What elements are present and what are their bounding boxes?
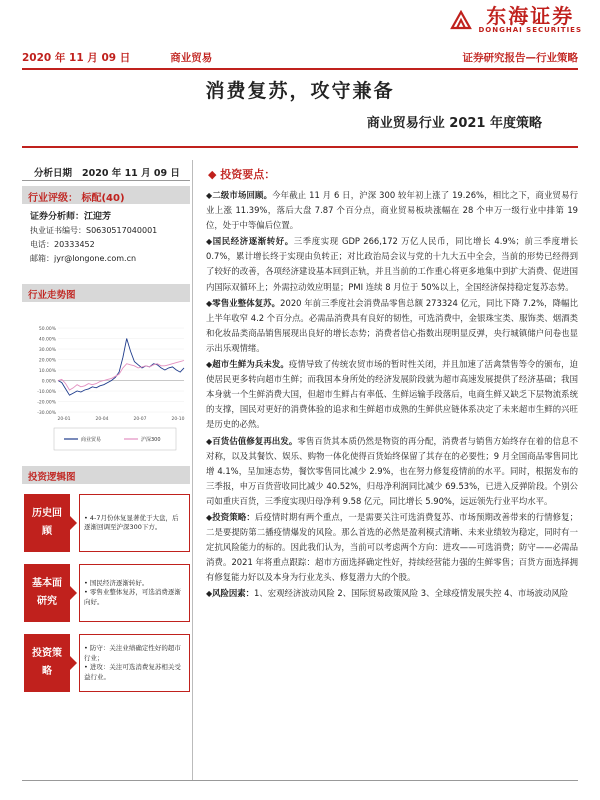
legend-label: 商业贸易 — [81, 437, 102, 443]
logic-row-history — [24, 494, 190, 552]
logo-en: DONGHAI SECURITIES — [478, 26, 582, 34]
arrow-right-icon — [70, 586, 77, 600]
header-sector: 商业贸易 — [170, 52, 213, 64]
logic-item: • 国民经济逐渐转好。 — [84, 579, 185, 589]
logic-item: • 进攻：关注可选消费复苏相关受益行业。 — [84, 663, 185, 682]
diamond-icon: ◆ — [206, 298, 213, 308]
paragraph — [206, 234, 578, 294]
arrow-right-icon — [70, 516, 77, 530]
paragraph-lead: 超市生鲜为兵未发。 — [212, 359, 289, 370]
logic-text — [79, 634, 190, 692]
paragraph-lead: 投资策略： — [212, 511, 255, 522]
paragraph-text: 零售百货其本质仍然是物资的再分配，消费者与销售方始终存在着的信息不对称，以及其餐饮、娱乐、购物一体化使得百货始终保留了其存在的必要性；9 月全国商品零售同比增 4.1%，呈加速态势，餐饮零售同比减少 2.9%，也在努力修复疫情前的水平。同时，根据发布的三季报，申万百货营收同比减少 40.52%，归母净利润同比减少 69.53%，已进入反弹阶段。个别公司如重庆百货，三季度实现归母净利 9.58 亿元，同比增长 5.90%，远远领先行业平均水平。 — [206, 435, 579, 506]
report-title: 消费复苏，攻守兼备 — [205, 80, 395, 102]
analysis-date-label: 分析日期 — [34, 168, 73, 179]
y-tick-label: 0.00% — [41, 379, 56, 385]
analyst-cert: 执业证书编号：S0630517040001 — [30, 226, 158, 235]
logo-mark-icon — [450, 10, 472, 30]
paragraph-text: 今年截止 11 月 6 日，沪深 300 较年初上涨了 19.26%，相比之下，商业贸易行业上涨 11.39%，落后大盘 7.87 个百分点，商业贸易板块涨幅在 28 个申万一级行业中排第 19 位，处于中等偏后位置。 — [206, 190, 578, 231]
y-tick-label: 40.00% — [38, 337, 56, 343]
trend-section-title: 行业走势图 — [22, 284, 190, 302]
logo-cn: 东海证券 — [486, 4, 575, 28]
header-divider — [22, 68, 578, 70]
analysis-date — [34, 165, 180, 179]
logic-item: • 4-7月份休复显著优于大盘，后逐渐回调至沪深300下方。 — [84, 514, 185, 533]
y-tick-label: 10.00% — [38, 369, 56, 374]
y-tick-label: 20.00% — [38, 358, 56, 364]
footer-rule — [22, 780, 578, 781]
paragraph-lead: 二级市场回顾。 — [212, 190, 273, 200]
diamond-icon: ◆ — [208, 168, 221, 181]
points-heading — [208, 166, 275, 182]
y-tick-label: -10.00% — [37, 390, 56, 395]
points-heading-text: 投资要点： — [220, 168, 276, 181]
paragraph-text: 1、宏观经济波动风险 2、国际贸易政策风险 3、全球疫情发展失控 4、市场波动风险 — [254, 588, 569, 599]
paragraph — [206, 296, 578, 356]
analyst-name: 证券分析师：江迎芳 — [30, 212, 112, 222]
logic-row-strategy — [24, 634, 190, 692]
title-divider — [22, 146, 578, 148]
analyst-phone: 电话：20333452 — [30, 240, 95, 249]
paragraph-text: 后疫情时期有两个重点，一是需要关注可选消费复苏、市场预期改善带来的行情修复；二是要提防第二播疫情爆发的风险。那么首选的必然是盈利模式清晰、未来业绩较为稳定，同时有一定抗风险能力的标的。因此我们认为，当前可以考虑两个方向：进攻——可选消费；防守——必需品消费。2021 年将重点跟踪：超市方面选择确定性好，持续经营能力强的生鲜零售；百货方面选择拥有修复能力好以及本身为行业龙头、修复潜力大的个股。 — [206, 511, 579, 583]
diamond-icon: ◆ — [206, 436, 213, 446]
logic-item: • 零售业整体复苏，可选消费逐渐向好。 — [84, 588, 185, 607]
y-tick-label: 30.00% — [38, 348, 56, 353]
arrow-right-icon — [70, 656, 77, 670]
y-tick-label: -20.00% — [37, 400, 56, 406]
company-logo — [450, 6, 582, 34]
paragraph — [206, 188, 578, 233]
logic-label: 投资策略 — [24, 634, 70, 692]
report-subtitle: 商业贸易行业 2021 年度策略 — [366, 116, 542, 131]
analyst-info — [30, 210, 157, 266]
logic-label: 历史回顾 — [24, 494, 70, 552]
paragraph — [206, 586, 578, 601]
paragraph — [206, 434, 578, 509]
diamond-icon: ◆ — [206, 360, 213, 370]
header-report-type: 证券研究报告—行业策略 — [462, 52, 578, 64]
diamond-icon: ◆ — [206, 512, 213, 522]
x-tick-label: 20-10 — [171, 417, 185, 422]
paragraph-text: 疫情导致了传统农贸市场的暂时性关闭，并且加速了活禽禁售等令的颁布，迫使居民更多转向超市生鲜；而我国本身所处的经济发展阶段就为超市高速发展提供了经济基础；我国本身就一个生鲜消费大国，但超市生鲜占有率低、生鲜运输手段落后，电商生鲜又缺乏下层物流系统的支撑，国民对更好的消费体验的追求和生鲜超市成熟的生鲜供应链体系决定了未来超市生鲜的兴旺是历史的必然。 — [206, 359, 579, 430]
diamond-icon: ◆ — [206, 237, 213, 247]
logic-item: • 防守：关注业绩确定性好的超市行业； — [84, 644, 185, 663]
rating-bar: 行业评级： 标配(40) — [22, 186, 190, 204]
paragraph-lead: 零售业整体复苏。 — [212, 297, 281, 308]
paragraph-lead: 百货估值修复再出发。 — [212, 435, 298, 446]
x-tick-label: 20-07 — [133, 417, 147, 422]
logic-row-fundamentals — [24, 564, 190, 622]
paragraph-lead: 国民经济逐渐转好。 — [212, 236, 294, 247]
logic-label: 基本面研究 — [24, 564, 70, 622]
paragraph-text: 2020 年前三季度社会消费品零售总额 273324 亿元，同比下降 7.2%，降幅比上半年收窄 4.2 个百分点。必需品消费具有良好的韧性，可选消费中，金银珠宝类、服饰类、烟酒类和化妆品类商品销售展现出良好的增长态势；消费者信心指数出现明显反弹，央行城镇储户问卷也显示出乐观情绪。 — [206, 297, 578, 353]
x-tick-label: 20-01 — [57, 417, 71, 422]
date-rule — [22, 180, 190, 181]
analyst-email: 邮箱：jyr@longone.com.cn — [30, 254, 137, 263]
header-date: 2020 年 11 月 09 日 — [22, 52, 131, 64]
diamond-icon: ◆ — [206, 589, 213, 599]
report-header — [22, 50, 578, 66]
analysis-date-value: 2020 年 11 月 09 日 — [82, 168, 180, 179]
x-tick-label: 20-04 — [95, 417, 109, 422]
series-line — [58, 339, 184, 396]
paragraph-text: 三季度实现 GDP 266,172 万亿人民币，同比增长 4.9%；前三季度增长 0.7%，累计增长终于实现由负转正；对比政治局会议与党的十九大五中全会，当前的形势已经得到了较好的改善，各项经济建设基本回到正轨，并且当前的工作重心将更多地集中到扩大消费、促进国内国际双循环上；外需拉动效应明显；PMI 连续 8 月位于 50%以上，全国经济保持稳定复苏态势。 — [206, 236, 579, 292]
trend-chart — [24, 320, 190, 458]
y-tick-label: 50.00% — [38, 327, 56, 332]
logic-section-title: 投资逻辑图 — [22, 466, 190, 484]
y-tick-label: -30.00% — [37, 411, 56, 416]
paragraph — [206, 357, 578, 432]
paragraph — [206, 510, 578, 585]
points-body — [206, 188, 578, 603]
logic-text — [79, 564, 190, 622]
legend-label: 沪深300 — [141, 437, 161, 443]
diamond-icon: ◆ — [206, 191, 213, 200]
logic-text — [79, 494, 190, 552]
column-divider — [192, 160, 193, 780]
paragraph-lead: 风险因素： — [212, 588, 255, 599]
